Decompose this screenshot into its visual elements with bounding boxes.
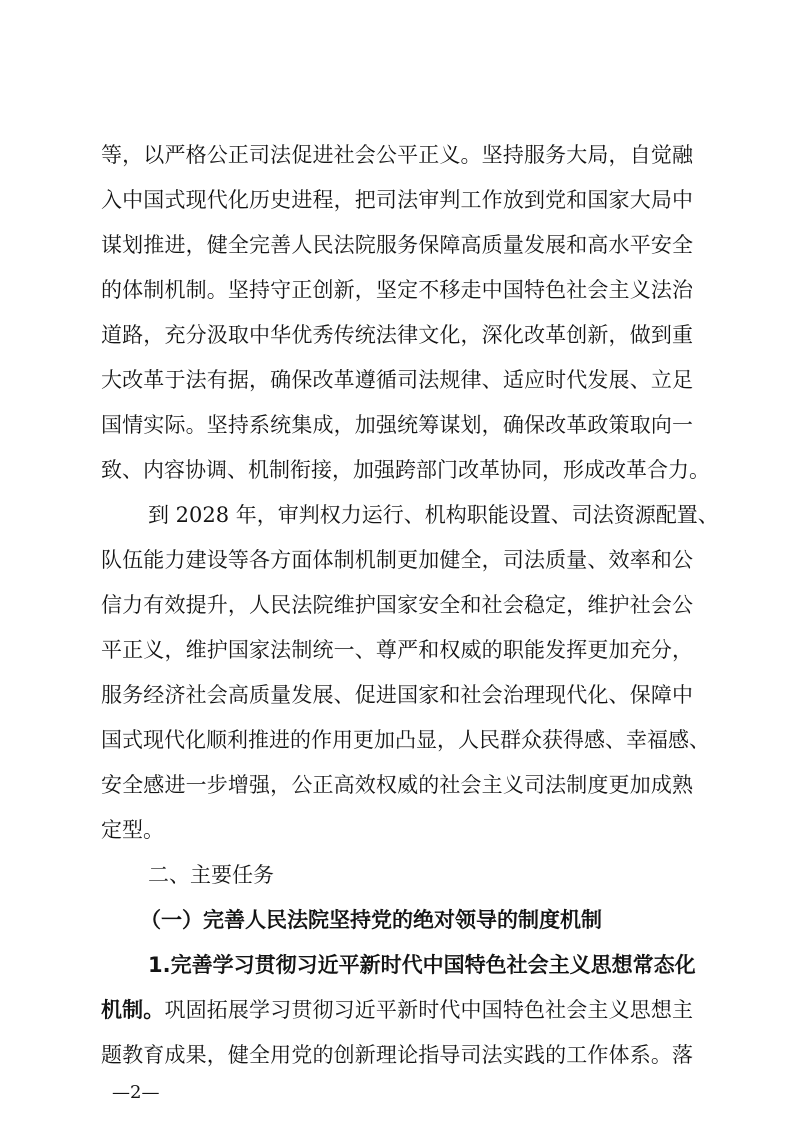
paragraph-line: 服务经济社会高质量发展、促进国家和社会治理现代化、保障中 <box>101 683 693 707</box>
item-body-text: 巩固拓展学习贯彻习近平新时代中国特色社会主义思想主 <box>164 998 694 1022</box>
item-title-text: 1.完善学习贯彻习近平新时代中国特色社会主义思想常态化 <box>148 953 696 977</box>
paragraph-line: 安全感进一步增强，公正高效权威的社会主义司法制度更加成熟 <box>101 773 693 797</box>
paragraph-line: 队伍能力建设等各方面体制机制更加健全，司法质量、效率和公 <box>101 548 693 572</box>
paragraph-line: 国情实际。坚持系统集成，加强统筹谋划，确保改革政策取向一 <box>101 413 693 437</box>
item-title-line <box>148 945 696 985</box>
item-title-end: 机制。 <box>101 998 165 1022</box>
paragraph-line: 入中国式现代化历史进程，把司法审判工作放到党和国家大局中 <box>101 188 693 212</box>
paragraph-line: 大改革于法有据，确保改革遵循司法规律、适应时代发展、立足 <box>101 368 693 392</box>
paragraph-line: 致、内容协调、机制衔接，加强跨部门改革协同，形成改革合力。 <box>101 458 710 482</box>
paragraph-line: 定型。 <box>101 818 164 842</box>
paragraph-line: 题教育成果，健全用党的创新理论指导司法实践的工作体系。落 <box>101 1043 693 1067</box>
paragraph-line: 的体制机制。坚持守正创新，坚定不移走中国特色社会主义法治 <box>101 278 693 302</box>
paragraph-line: 等，以严格公正司法促进社会公平正义。坚持服务大局，自觉融 <box>101 143 693 167</box>
paragraph-line: 平正义，维护国家法制统一、尊严和权威的职能发挥更加充分， <box>101 638 693 662</box>
subsection-heading: （一）完善人民法院坚持党的绝对领导的制度机制 <box>140 908 602 932</box>
page-number: —2— <box>112 1082 160 1103</box>
paragraph-line: 国式现代化顺利推进的作用更加凸显，人民群众获得感、幸福感、 <box>101 728 710 752</box>
paragraph-line: 道路，充分汲取中华优秀传统法律文化，深化改革创新，做到重 <box>101 323 693 347</box>
paragraph-line: 到 2028 年，审判权力运行、机构职能设置、司法资源配置、 <box>148 503 719 527</box>
paragraph-line: 信力有效提升，人民法院维护国家安全和社会稳定，维护社会公 <box>101 593 693 617</box>
paragraph-line: 谋划推进，健全完善人民法院服务保障高质量发展和高水平安全 <box>101 233 693 257</box>
section-heading: 二、主要任务 <box>148 863 274 887</box>
paragraph-line <box>101 990 693 1030</box>
